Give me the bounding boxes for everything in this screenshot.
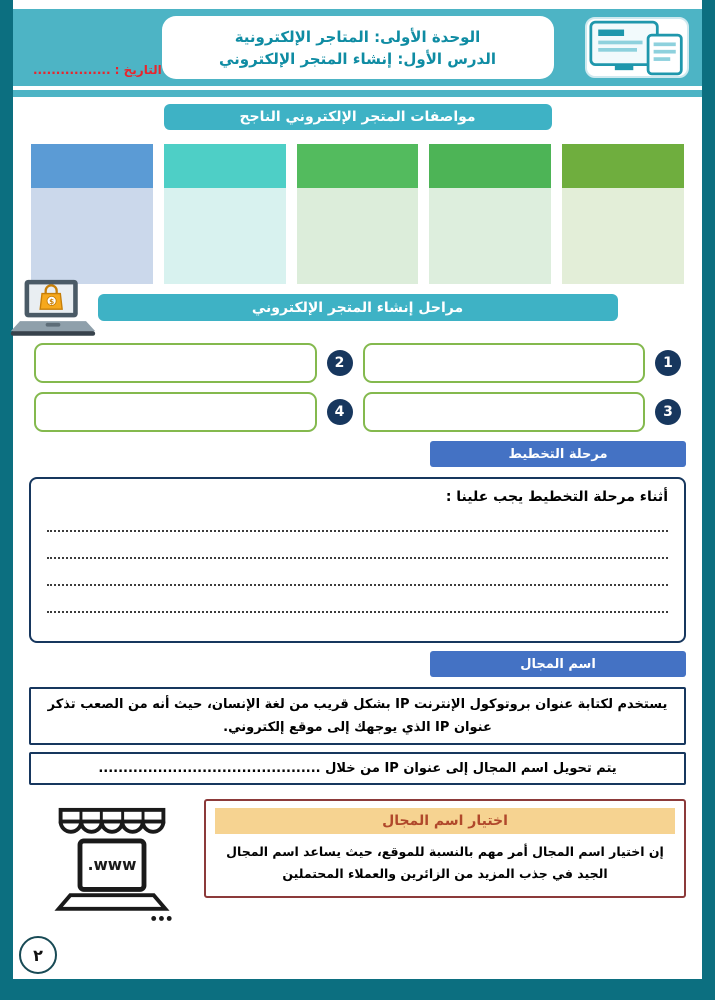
header-substrip bbox=[13, 90, 702, 97]
storefront-laptop-www-icon bbox=[38, 806, 186, 934]
stages-row-1 bbox=[34, 343, 681, 383]
lesson-title: الدرس الأول: إنشاء المتجر الإلكتروني bbox=[219, 49, 496, 68]
page-border-right bbox=[702, 0, 715, 1000]
spec-column-header bbox=[429, 144, 551, 188]
choose-domain-box bbox=[204, 799, 686, 898]
laptop-shopping-bag-icon bbox=[9, 277, 97, 345]
stage-answer-box-1[interactable] bbox=[363, 343, 646, 383]
answer-line-4[interactable] bbox=[47, 586, 668, 613]
spec-column-body[interactable] bbox=[164, 188, 286, 284]
stage-answer-box-4[interactable] bbox=[34, 392, 317, 432]
header-band bbox=[13, 9, 702, 86]
stages-section-banner: مراحل إنشاء المتجر الإلكتروني bbox=[98, 294, 618, 321]
spec-column-5 bbox=[562, 144, 684, 284]
planning-box bbox=[29, 477, 686, 643]
spec-column-body[interactable] bbox=[429, 188, 551, 284]
answer-line-1[interactable] bbox=[47, 505, 668, 532]
stage-number-1: 1 bbox=[655, 350, 681, 376]
stages-row-2 bbox=[34, 392, 681, 432]
page-border-left bbox=[0, 0, 13, 1000]
domain-section-banner: اسم المجال bbox=[430, 651, 686, 677]
footer-band bbox=[0, 979, 715, 1000]
planning-section-banner: مرحلة التخطيط bbox=[430, 441, 686, 467]
www-label: www. bbox=[87, 856, 137, 874]
stage-number-3: 3 bbox=[655, 399, 681, 425]
header-title-box bbox=[162, 16, 554, 79]
spec-column-header bbox=[297, 144, 419, 188]
planning-prompt: أثناء مرحلة التخطيط يجب علينا : bbox=[445, 489, 668, 505]
stage-number-2: 2 bbox=[327, 350, 353, 376]
stage-answer-box-2[interactable] bbox=[34, 343, 317, 383]
choose-domain-text: إن اختيار اسم المجال أمر مهم بالنسبة للموقع، حيث يساعد اسم المجال الجيد في جذب المزيد من الزائرين والعملاء المحتملين bbox=[226, 844, 664, 881]
spec-column-1 bbox=[31, 144, 153, 284]
spec-column-body[interactable] bbox=[297, 188, 419, 284]
spec-column-body[interactable] bbox=[562, 188, 684, 284]
spec-column-header bbox=[562, 144, 684, 188]
dual-monitors-icon bbox=[585, 17, 689, 78]
specs-section-banner: مواصفات المتجر الإلكتروني الناجح bbox=[164, 104, 552, 130]
domain-description: يستخدم لكتابة عنوان بروتوكول الإنترنت IP بشكل قريب من لغة الإنسان، حيث أنه من الصعب تذكر عنوان IP الذي يوجهك إلى موقع إلكتروني. bbox=[29, 687, 686, 745]
answer-line-2[interactable] bbox=[47, 532, 668, 559]
spec-column-3 bbox=[297, 144, 419, 284]
stage-number-4: 4 bbox=[327, 399, 353, 425]
spec-column-2 bbox=[164, 144, 286, 284]
date-label: التاريخ : ................. bbox=[33, 63, 162, 77]
specs-columns bbox=[31, 144, 684, 284]
page-number-badge: ٢ bbox=[19, 936, 57, 974]
spec-column-header bbox=[31, 144, 153, 188]
spec-column-header bbox=[164, 144, 286, 188]
answer-line-3[interactable] bbox=[47, 559, 668, 586]
spec-column-body[interactable] bbox=[31, 188, 153, 284]
stage-answer-box-3[interactable] bbox=[363, 392, 646, 432]
unit-title: الوحدة الأولى: المتاجر الإلكترونية bbox=[234, 27, 481, 46]
choose-domain-banner: اختيار اسم المجال bbox=[215, 808, 675, 834]
domain-conversion: يتم تحويل اسم المجال إلى عنوان IP من خلال ............................................. bbox=[29, 752, 686, 785]
dollar-glyph: $ bbox=[49, 297, 55, 307]
spec-column-4 bbox=[429, 144, 551, 284]
